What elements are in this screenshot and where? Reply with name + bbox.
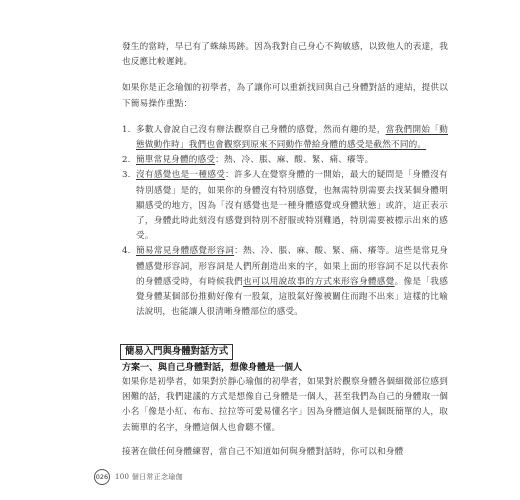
list-underlined-text: 簡易常見身體感覺形容詞 (136, 246, 235, 257)
list-text: ：熱、冷、脹、麻、酸、緊、痛、癢等。 (215, 155, 374, 166)
method-text (122, 375, 448, 460)
list-underlined-text: 也可以用說故事的方式來形容身體感覺 (243, 276, 395, 287)
list-underlined-text: 沒有感覺也是一種感受 (136, 170, 226, 181)
list-number: 4. (122, 246, 131, 257)
method-title: 方案一、與自己身體對話，想像身體是一個人 (122, 363, 303, 373)
tips-list (122, 123, 448, 321)
method-paragraph: 如果你是初學者，如果對於靜心瑜伽的初學者，如果對於觀察身體各個細微部位感到困難的話，我們建議的方式是想像自己身體是一個人，甚至我們為自己的身體取一個小名「像是小紅、布布、拉拉等可愛易懂名字」因為身體這個人是個既簡單的人，取去簡單的名字，身體這個人也會聽不懂。 (122, 377, 448, 433)
intro-paragraph: 發生的當時，早已有了蛛絲馬跡。因為我對自己身心不夠敏感，以致他人的表達，我也反應比較遲鈍。 (122, 42, 448, 68)
beginner-paragraph: 如果你是正念瑜伽的初學者，為了讓你可以重新找回與自己身體對話的連結，提供以下簡易操作重點： (122, 83, 448, 109)
list-underlined-text: 簡單常見身體的感受 (136, 155, 216, 166)
list-number: 2. (122, 155, 131, 166)
closing-paragraph: 接著在做任何身體練習，當自己不知道如何與身體對話時，你可以和身體 (122, 446, 404, 457)
list-number: 3. (122, 170, 131, 181)
body-text (122, 40, 448, 320)
list-text: ：熱、冷、脹、麻、酸、緊、痛、癢等。這些是常見身體感覺形容詞，形容詞是人們所創造出來的字，如果上面的形容詞不足以代表你的身體感受時，有時候我們 (136, 246, 448, 287)
list-item (122, 244, 448, 320)
section-title: 簡易入門與身體對話方式 (120, 344, 233, 360)
book-title: 100 個日常正念瑜伽 (115, 473, 183, 481)
page-number: 026 (94, 469, 110, 485)
list-text: 多數人會說自己沒有辦法觀察自己身體的感覺，然而有趣的是， (136, 124, 386, 135)
list-item (122, 153, 448, 168)
list-text: ：許多人在覺察身體的一開始，最大的疑問是「身體沒有特別感覺」是的，如果你的身體沒有特別感覺，也無需特別需要去找某個身體明顯感受的地方，因為「沒有感覺也是一種身體感覺或身體狀態」或許，這正表示了，身體此時此刻沒有感覺到特別不舒服或特別難過，特別需要被標示出來的感受。 (136, 170, 448, 242)
list-text: 。像是「我感覺身體某個部份推動好像有一股氣，這股氣好像被關住而跑不出來」這樣的比喻法說明，也能讓人很清晰身體部位的感受。 (136, 276, 449, 318)
list-item (122, 123, 448, 153)
list-item (122, 168, 448, 244)
list-number: 1. (122, 124, 131, 135)
list-underlined-text: 當我們開始「動態做動作時」我們也會觀察到原來不同動作帶給身體的感受是截然不同的。 (136, 124, 448, 151)
